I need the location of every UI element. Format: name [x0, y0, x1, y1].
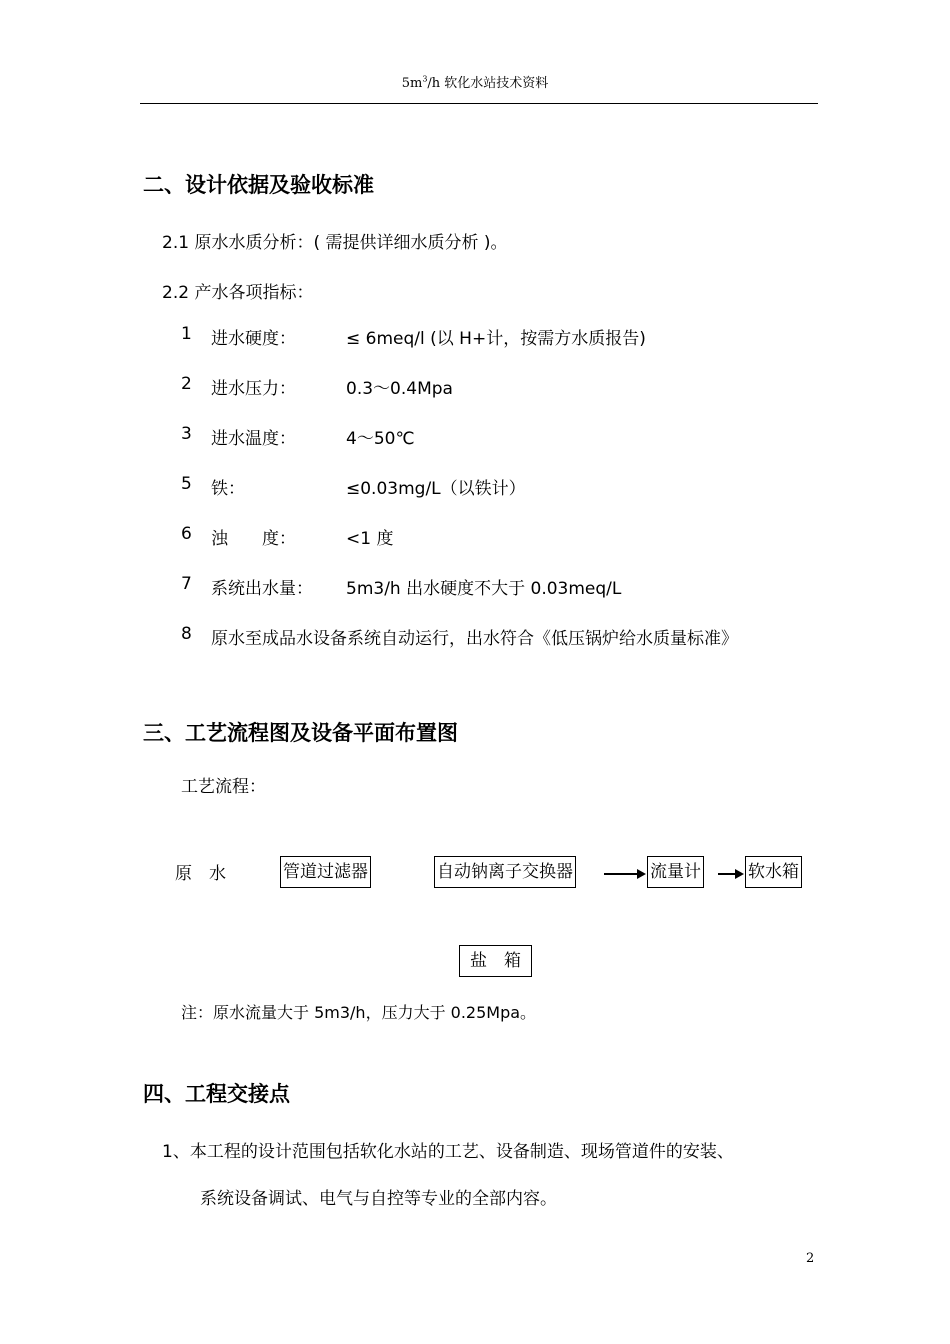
- spec-label: 原水至成品水设备系统自动运行，出水符合《低压锅炉给水质量标准》: [211, 629, 738, 649]
- spec-value: 0.3～0.4Mpa: [346, 379, 453, 399]
- spec-label: 系统出水量：: [211, 579, 313, 599]
- spec-num: 8: [181, 624, 192, 644]
- spec-label: 浊 度：: [211, 529, 296, 549]
- flowmeter-box: 流量计: [647, 856, 704, 888]
- exchanger-box: 自动钠离子交换器: [434, 856, 576, 888]
- spec-value: 5m3/h 出水硬度不大于 0.03meq/L: [346, 579, 622, 599]
- flow-label: 工艺流程：: [181, 777, 266, 797]
- soft-tank-box: 软水箱: [745, 856, 802, 888]
- header-title-post: /h 软化水站技术资料: [427, 76, 549, 91]
- salt-tank-box: 盐 箱: [459, 945, 532, 977]
- section4-p1-line2: 系统设备调试、电气与自控等专业的全部内容。: [200, 1189, 557, 1209]
- section2-p2: 2.2 产水各项指标：: [162, 283, 314, 303]
- section4-p1-line1: 1、本工程的设计范围包括软化水站的工艺、设备制造、现场管道件的安装、: [162, 1142, 734, 1162]
- spec-label: 进水硬度：: [211, 329, 296, 349]
- spec-num: 2: [181, 374, 192, 394]
- header-title-pre: 5m: [401, 76, 423, 91]
- page-number: 2: [806, 1251, 815, 1266]
- spec-label: 进水温度：: [211, 429, 296, 449]
- spec-value: ≤ 6meq/l (以 H+计，按需方水质报告): [346, 329, 646, 349]
- section2-title: 二、设计依据及验收标准: [143, 173, 374, 197]
- spec-num: 1: [181, 324, 192, 344]
- section4-title: 四、工程交接点: [143, 1082, 290, 1106]
- spec-value: <1 度: [346, 529, 394, 549]
- header-title-sup: 3: [422, 74, 428, 84]
- spec-num: 3: [181, 424, 192, 444]
- raw-water-label: 原 水: [175, 864, 226, 884]
- page-header: [0, 72, 950, 91]
- spec-label: 进水压力：: [211, 379, 296, 399]
- spec-num: 6: [181, 524, 192, 544]
- arrow-right-icon: [604, 873, 644, 875]
- header-rule: [140, 103, 818, 104]
- spec-label: 铁：: [211, 479, 245, 499]
- spec-value: 4～50℃: [346, 429, 415, 449]
- filter-box: 管道过滤器: [280, 856, 371, 888]
- spec-num: 7: [181, 574, 192, 594]
- process-note: 注：原水流量大于 5m3/h，压力大于 0.25Mpa。: [181, 1003, 537, 1022]
- section2-p1: 2.1 原水水质分析：( 需提供详细水质分析 )。: [162, 233, 508, 253]
- section3-title: 三、工艺流程图及设备平面布置图: [143, 721, 458, 745]
- spec-value: ≤0.03mg/L（以铁计）: [346, 479, 526, 499]
- spec-num: 5: [181, 474, 192, 494]
- arrow-right-icon: [718, 873, 742, 875]
